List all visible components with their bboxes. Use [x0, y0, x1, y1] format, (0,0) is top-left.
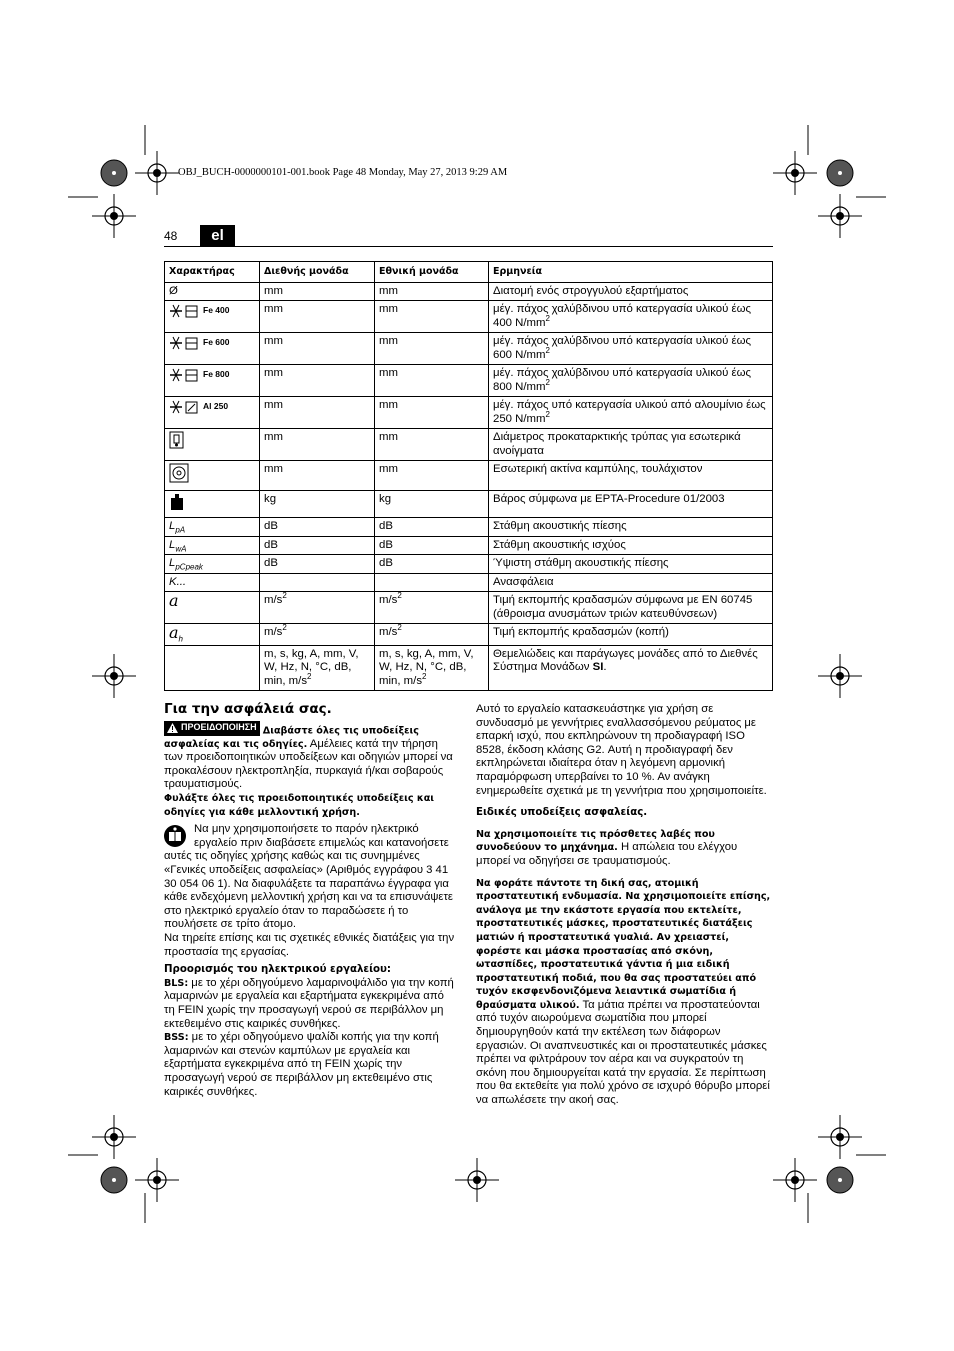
ppe-paragraph: Να φοράτε πάντοτε τη δική σας, ατομική προστατευτική ενδυμασία. Να χρησιμοποιείτε επίσης, ανάλογα με την εκάστοτε εργασία που εκτελείτε, προστατευτικές μάσκες, προστατευτικές διατάξεις ματιών ή προστατευτικά γυαλιά. Αν χρειαστεί, φορέστε και μάσκα προστασίας από σκόνη, ωτασπίδες, προστατευτικά γάντια ή μια ειδική προστατευτική ποδιά, που θα σας προστατεύει από τυχόν εκσφενδονιζόμενα λειαντικά σωματίδια ή θραύσματα υλικού. Τα μάτια πρέπει να προστατεύονται από τυχόν αιωρούμενα σωματίδια που μπορεί δημιουργηθούν κατά την εκτέλεση των διάφορων εργασιών. Οι αναπνευστικές και οι προστατευτικές μάσκες πρέπει να φιλτράρουν τον αέρα και να συγκρατούν τη σκόνη που δημιουργείται κατά την εργασία. Σε περίπτωση που θα εκτεθείτε για πολύ χρόνο σε ισχυρό θόρυβο μπορεί να απωλέσετε την ακοή σας.: [476, 877, 771, 1107]
symbol-cell: [165, 333, 260, 365]
intl-unit-cell: mm: [260, 397, 375, 429]
table-row: [165, 645, 773, 691]
warning-text: Αμέλειες κατά την τήρηση των προειδοποιητικών υποδείξεων και οδηγιών μπορεί να προκαλέσουν ηλεκτροπληξία, πυρκαγιά ή/και σοβαρούς τραυματισμούς.: [164, 737, 453, 791]
symbols-table: [164, 261, 773, 691]
weight-icon: [169, 493, 185, 511]
cut-thickness-icon: [169, 335, 201, 351]
meaning-cell: μέγ. πάχος χαλύβδινου υπό κατεργασία υλικού έως 600 $N/mm^2$: [489, 333, 773, 365]
national-unit-cell: kg: [375, 490, 489, 518]
intl-unit-cell: mm: [260, 301, 375, 333]
symbol-cell: [165, 461, 260, 491]
warning-paragraph: [164, 721, 456, 792]
table-row: [165, 301, 773, 333]
table-row: [165, 536, 773, 555]
symbol-label: Al 250: [203, 401, 229, 412]
warning-bold: Διαβάστε όλες τις υποδείξεις ασφαλείας και τις οδηγίες.: [164, 725, 419, 750]
header-intl-unit: Διεθνής μονάδα: [260, 262, 375, 283]
manual-paragraph: Να μην χρησιμοποιήσετε το παρόν ηλεκτρικό εργαλείο πριν διαβάσετε επιμελώς και κατανοήσετε αυτές τις οδηγίες χρήσης καθώς και τις συνημμένες «Γενικές υποδείξεις ασφαλείας» (Αριθμός εγγράφου 3 41 30 054 06 1). Να διαφυλάξετε τα παραπάνω έγγραφα για κάθε ενδεχόμενη μελλοντική χρήση και να τα επισυνάψετε στο ηλεκτρικό εργαλείο όταν το παραδώσετε ή το πουλήσετε σε τρίτο άτομο.: [164, 823, 453, 931]
symbol-label: Fe 600: [203, 337, 230, 348]
intl-unit-cell: mm: [260, 429, 375, 461]
header-national-unit: Εθνική μονάδα: [375, 262, 489, 283]
intl-unit-cell: [260, 573, 375, 592]
intl-unit-cell: mm: [260, 282, 375, 301]
table-row: [165, 518, 773, 537]
symbol-cell: [165, 301, 260, 333]
table-row: [165, 282, 773, 301]
table-header-row: [165, 262, 773, 283]
pilot-hole-icon: [169, 431, 185, 449]
national-unit-cell: mm: [375, 429, 489, 461]
symbol-label: Fe 800: [203, 369, 230, 380]
curve-radius-icon: [169, 463, 189, 483]
meaning-cell: Διατομή ενός στρογγυλού εξαρτήματος: [489, 282, 773, 301]
table-row: [165, 624, 773, 646]
meaning-cell: Τιμή εκπομπής κραδασμών (κοπή): [489, 624, 773, 646]
symbol-cell: $L_{wA}$: [165, 536, 260, 555]
national-unit-cell: m, s, kg, A, mm, V, W, Hz, N, °C, dB, min, $m/s^2$: [375, 645, 489, 691]
language-badge: el: [200, 225, 235, 246]
intl-unit-cell: dB: [260, 536, 375, 555]
header-symbol: Χαρακτήρας: [165, 262, 260, 283]
handles-paragraph: Να χρησιμοποιείτε τις πρόσθετες λαβές που συνοδεύουν το μηχάνημα. Η απώλεια του ελέγχου μπορεί να οδηγήσει σε τραυματισμούς.: [476, 828, 738, 867]
meaning-cell: μέγ. πάχος υπό κατεργασία υλικού από αλουμίνιο έως 250 $N/mm^2$: [489, 397, 773, 429]
symbol-cell: [165, 365, 260, 397]
meaning-cell: Βάρος σύμφωνα με EPTA-Procedure 01/2003: [489, 490, 773, 518]
bls-paragraph: BLS: με το χέρι οδηγούμενο λαμαρινοψάλιδο για την κοπή λαμαρινών με εργαλεία και εξαρτήματα εγκεκριμένα από τη FEIN χωρίς την προσαγωγή νερού σε περιβάλλον μη εκτεθειμένο στις καιρικές συνθήκες.: [164, 976, 454, 1030]
table-row: [165, 490, 773, 518]
symbol-cell: $L_{pA}$: [165, 518, 260, 537]
intl-unit-cell: $m/s^2$: [260, 624, 375, 646]
symbol-cell: [165, 490, 260, 518]
cut-thickness-icon: [169, 367, 201, 383]
table-row: [165, 333, 773, 365]
intl-unit-cell: mm: [260, 461, 375, 491]
national-unit-cell: $m/s^2$: [375, 592, 489, 624]
read-manual-icon: [164, 825, 186, 847]
keep-instructions: Φυλάξτε όλες τις προειδοποιητικές υποδείξεις και οδηγίες για κάθε μελλοντική χρήση.: [164, 793, 435, 818]
national-regulations: Να τηρείτε επίσης και τις σχετικές εθνικές διατάξεις για την προστασία της εργασίας.: [164, 932, 455, 958]
national-unit-cell: mm: [375, 301, 489, 333]
intl-unit-cell: mm: [260, 333, 375, 365]
meaning-cell: Εσωτερική ακτίνα καμπύλης, τουλάχιστον: [489, 461, 773, 491]
table-row: [165, 573, 773, 592]
header-rule: [164, 246, 773, 247]
meaning-cell: Στάθμη ακουστικής ισχύος: [489, 536, 773, 555]
meaning-cell: Τιμή εκπομπής κραδασμών σύμφωνα με EN 60745 (άθροισμα ανυσμάτων τριών κατευθύνσεων): [489, 592, 773, 624]
national-unit-cell: mm: [375, 461, 489, 491]
generator-paragraph: Αυτό το εργαλείο κατασκευάστηκε για χρήση σε συνδυασμό με γεννήτριες εναλλασσόμενου ρεύματος με επαρκή ισχύ, που εκπληρώνουν τη προδιαγραφή ISO 8528, έκδοση κλάσης G2. Αυτή η προδιαγραφή δεν εκπληρώνεται ιδιαίτερα όταν η λεγόμενη αρμονική παραμόρφωση υπερβαίνει το 10 %. Αν ανάγκη ενημερωθείτε σχετικά με τη γεννήτρια που χρησιμοποιείτε.: [476, 703, 767, 797]
intl-unit-cell: dB: [260, 518, 375, 537]
bss-paragraph: BSS: με το χέρι οδηγούμενο ψαλίδι κοπής για την κοπή λαμαρινών και στενών καμπύλων με εργαλεία και εξαρτήματα εγκεκριμένα από τη FEIN χωρίς την προσαγωγή νερού σε περιβάλλον μη εκτεθειμένο στις καιρικές συνθήκες.: [164, 1031, 439, 1098]
print-header: OBJ_BUCH-0000000101-001.book Page 48 Monday, May 27, 2013 9:29 AM: [178, 167, 508, 178]
national-unit-cell: dB: [375, 536, 489, 555]
meaning-cell: Διάμετρος προκαταρκτικής τρύπας για εσωτερικά ανοίγματα: [489, 429, 773, 461]
symbol-label: Fe 400: [203, 305, 230, 316]
symbol-cell: $a_h$: [165, 624, 260, 646]
special-safety-heading: Ειδικές υποδείξεις ασφαλείας.: [476, 807, 648, 819]
table-row: [165, 365, 773, 397]
section-heading: Για την ασφάλειά σας.: [164, 701, 332, 717]
intl-unit-cell: mm: [260, 365, 375, 397]
national-unit-cell: [375, 573, 489, 592]
right-column: [476, 703, 773, 1108]
table-row: [165, 429, 773, 461]
intl-unit-cell: m, s, kg, A, mm, V, W, Hz, N, °C, dB, min, $m/s^2$: [260, 645, 375, 691]
national-unit-cell: dB: [375, 555, 489, 574]
table-row: [165, 397, 773, 429]
meaning-cell: Θεμελιώδεις και παράγωγες μονάδες από το Διεθνές Σύστημα Μονάδων SI.: [489, 645, 773, 691]
intl-unit-cell: kg: [260, 490, 375, 518]
cut-thickness-icon: [169, 303, 201, 319]
table-row: [165, 461, 773, 491]
symbol-cell: [165, 645, 260, 691]
left-column: [164, 703, 456, 1099]
intl-unit-cell: dB: [260, 555, 375, 574]
table-row: [165, 592, 773, 624]
symbol-cell: a: [165, 592, 260, 624]
page-number: 48: [164, 229, 178, 243]
meaning-cell: μέγ. πάχος χαλύβδινου υπό κατεργασία υλικού έως 800 $N/mm^2$: [489, 365, 773, 397]
national-unit-cell: mm: [375, 282, 489, 301]
cut-thickness-aluminium-icon: [169, 399, 201, 415]
purpose-heading: Προορισμός του ηλεκτρικού εργαλείου:: [164, 964, 391, 976]
symbol-cell: K...: [165, 573, 260, 592]
national-unit-cell: mm: [375, 365, 489, 397]
meaning-cell: μέγ. πάχος χαλύβδινου υπό κατεργασία υλικού έως 400 $N/mm^2$: [489, 301, 773, 333]
warning-triangle-icon: [167, 723, 178, 733]
symbol-cell: Ø: [165, 282, 260, 301]
symbol-cell: [165, 429, 260, 461]
meaning-cell: Στάθμη ακουστικής πίεσης: [489, 518, 773, 537]
national-unit-cell: $m/s^2$: [375, 624, 489, 646]
national-unit-cell: mm: [375, 397, 489, 429]
table-row: [165, 555, 773, 574]
national-unit-cell: dB: [375, 518, 489, 537]
meaning-cell: Ύψιστη στάθμη ακουστικής πίεσης: [489, 555, 773, 574]
symbol-cell: [165, 397, 260, 429]
warning-badge: ΠΡΟΕΙΔΟΠΟΙΗΣΗ: [164, 721, 260, 736]
national-unit-cell: mm: [375, 333, 489, 365]
header-meaning: Ερμηνεία: [489, 262, 773, 283]
meaning-cell: Ανασφάλεια: [489, 573, 773, 592]
intl-unit-cell: $m/s^2$: [260, 592, 375, 624]
symbol-cell: $L_{pCpeak}$: [165, 555, 260, 574]
